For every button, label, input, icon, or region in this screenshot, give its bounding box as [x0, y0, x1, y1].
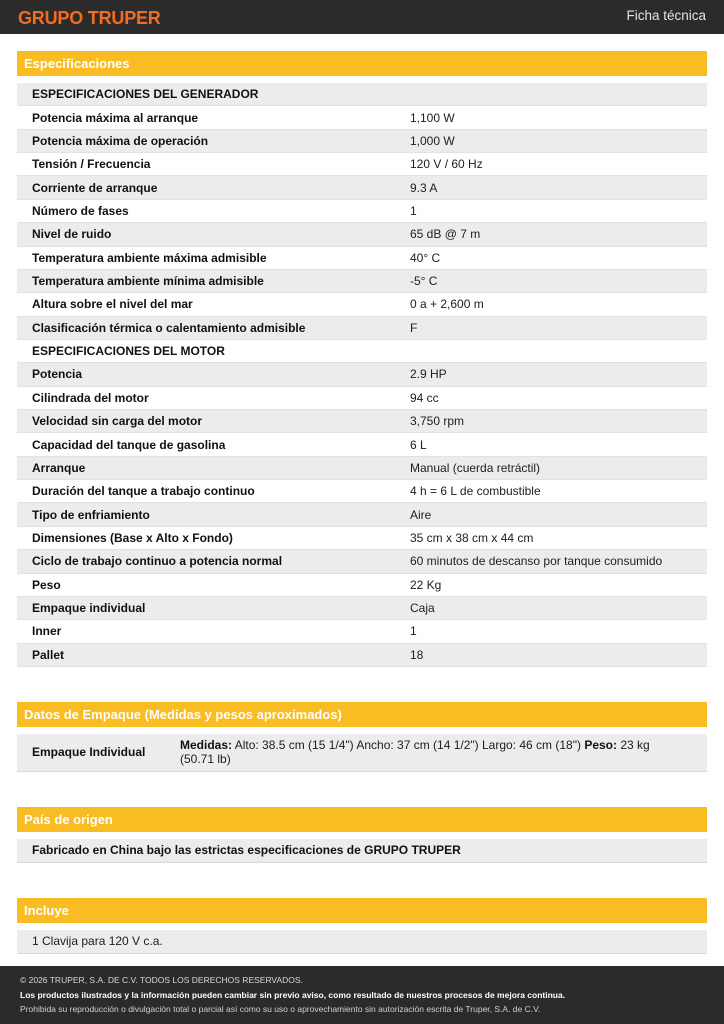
spec-group-heading: ESPECIFICACIONES DEL MOTOR	[32, 344, 225, 359]
spec-label: Nivel de ruido	[32, 227, 112, 242]
spec-label: Número de fases	[32, 203, 129, 218]
weight-label: Peso:	[584, 737, 617, 752]
spec-value: 35 cm x 38 cm x 44 cm	[410, 531, 534, 545]
spec-value: 120 V / 60 Hz	[410, 157, 483, 172]
specifications-section	[17, 51, 707, 667]
spec-row	[17, 410, 707, 433]
legal-footer	[0, 966, 724, 1024]
spec-group-heading-row	[17, 340, 707, 363]
spec-value: Caja	[410, 601, 435, 616]
section-title-specifications: Especificaciones	[17, 51, 707, 76]
spec-label: Arranque	[32, 460, 86, 475]
spec-label: Tensión / Frecuencia	[32, 157, 151, 172]
spec-label: Empaque individual	[32, 601, 146, 616]
spec-value: 1	[410, 203, 417, 218]
spec-value: F	[410, 320, 418, 335]
spec-row	[17, 387, 707, 410]
spec-label: Potencia	[32, 367, 83, 382]
reproduction-notice-text: Prohibida su reproducción o divulgación total o parcial así como su uso o aprovechamiento sin autorización escrita de Truper, S.A. de C.V.	[20, 1004, 541, 1014]
spec-value: 22 Kg	[410, 577, 442, 592]
spec-value: 3,750 rpm	[410, 414, 465, 429]
spec-row	[17, 363, 707, 386]
weight-value: 23 kg (50.71 lb)	[180, 737, 650, 767]
spec-row	[17, 550, 707, 573]
includes-section	[17, 898, 707, 954]
spec-value: 40° C	[410, 250, 441, 265]
specifications-table	[17, 83, 707, 667]
spec-label: Tipo de enfriamiento	[32, 507, 150, 522]
spec-value: 2.9 HP	[410, 367, 447, 382]
spec-row	[17, 200, 707, 223]
spec-label: Duración del tanque a trabajo continuo	[32, 484, 255, 499]
spec-value: 65 dB @ 7 m	[410, 227, 481, 242]
origin-text: Fabricado en China bajo las estrictas especificaciones de GRUPO TRUPER	[17, 839, 707, 863]
spec-label: Altura sobre el nivel del mar	[32, 297, 193, 312]
section-title-packaging: Datos de Empaque (Medidas y pesos aproximados)	[17, 702, 707, 727]
spec-value: 1	[410, 624, 417, 639]
spec-label: Clasificación térmica o calentamiento admisible	[32, 320, 306, 335]
spec-row	[17, 457, 707, 480]
spec-label: Corriente de arranque	[32, 180, 158, 195]
copyright-text: © 2026 TRUPER, S.A. DE C.V. TODOS LOS DERECHOS RESERVADOS.	[20, 975, 303, 985]
spec-group-heading-row	[17, 83, 707, 106]
spec-row	[17, 527, 707, 550]
spec-label: Ciclo de trabajo continuo a potencia normal	[32, 554, 283, 569]
packaging-label: Empaque Individual	[32, 745, 146, 760]
spec-row	[17, 620, 707, 643]
spec-value: Manual (cuerda retráctil)	[410, 460, 541, 475]
spec-row	[17, 293, 707, 316]
spec-row	[17, 597, 707, 620]
spec-value: 1,100 W	[410, 110, 455, 125]
spec-value: 18	[410, 647, 424, 662]
spec-value: Aire	[410, 507, 432, 522]
spec-row	[17, 644, 707, 667]
spec-label: Temperatura ambiente mínima admisible	[32, 274, 264, 289]
spec-row	[17, 153, 707, 176]
spec-value: 9.3 A	[410, 180, 438, 195]
measures-label: Medidas:	[180, 737, 233, 752]
spec-label: Cilindrada del motor	[32, 390, 149, 405]
includes-item: 1 Clavija para 120 V c.a.	[17, 930, 707, 954]
measures-value: Alto: 38.5 cm (15 1/4") Ancho: 37 cm (14 1/2") Largo: 46 cm (18")	[234, 737, 581, 752]
spec-label: Temperatura ambiente máxima admisible	[32, 250, 267, 265]
spec-value: 1,000 W	[410, 133, 455, 148]
spec-label: Dimensiones (Base x Alto x Fondo)	[32, 531, 233, 545]
spec-row	[17, 270, 707, 293]
brand-logo: GRUPO TRUPER	[18, 8, 161, 28]
spec-label: Inner	[32, 624, 62, 639]
spec-group-heading: ESPECIFICACIONES DEL GENERADOR	[32, 87, 259, 102]
spec-row	[17, 247, 707, 270]
spec-label: Velocidad sin carga del motor	[32, 414, 203, 429]
spec-label: Potencia máxima al arranque	[32, 110, 199, 125]
spec-value: 60 minutos de descanso por tanque consumido	[410, 554, 663, 569]
packaging-details	[165, 738, 680, 767]
spec-value: 4 h = 6 L de combustible	[410, 484, 541, 499]
spec-row	[17, 317, 707, 340]
origin-section	[17, 807, 707, 863]
spec-row	[17, 503, 707, 526]
spec-row	[17, 574, 707, 597]
spec-row	[17, 130, 707, 153]
spec-row	[17, 480, 707, 503]
spec-row	[17, 106, 707, 129]
datasheet-content	[17, 51, 707, 954]
spec-row	[17, 223, 707, 246]
spec-value: 6 L	[410, 437, 427, 452]
spec-row	[17, 176, 707, 199]
spec-value: 94 cc	[410, 390, 439, 405]
spec-label: Capacidad del tanque de gasolina	[32, 437, 226, 452]
spec-row	[17, 433, 707, 456]
spec-value: 0 a + 2,600 m	[410, 297, 484, 312]
spec-label: Potencia máxima de operación	[32, 133, 209, 148]
packaging-row	[17, 734, 707, 772]
packaging-section	[17, 702, 707, 772]
section-title-includes: Incluye	[17, 898, 707, 923]
spec-value: -5° C	[410, 274, 438, 289]
document-type-title: Ficha técnica	[626, 8, 706, 23]
change-notice-text: Los productos ilustrados y la información pueden cambiar sin previo aviso, como resultado de nuestros procesos de mejora continua.	[20, 989, 566, 1000]
section-title-origin: País de origen	[17, 807, 707, 832]
top-header-bar	[0, 0, 724, 34]
spec-label: Pallet	[32, 647, 65, 662]
spec-label: Peso	[32, 577, 61, 592]
